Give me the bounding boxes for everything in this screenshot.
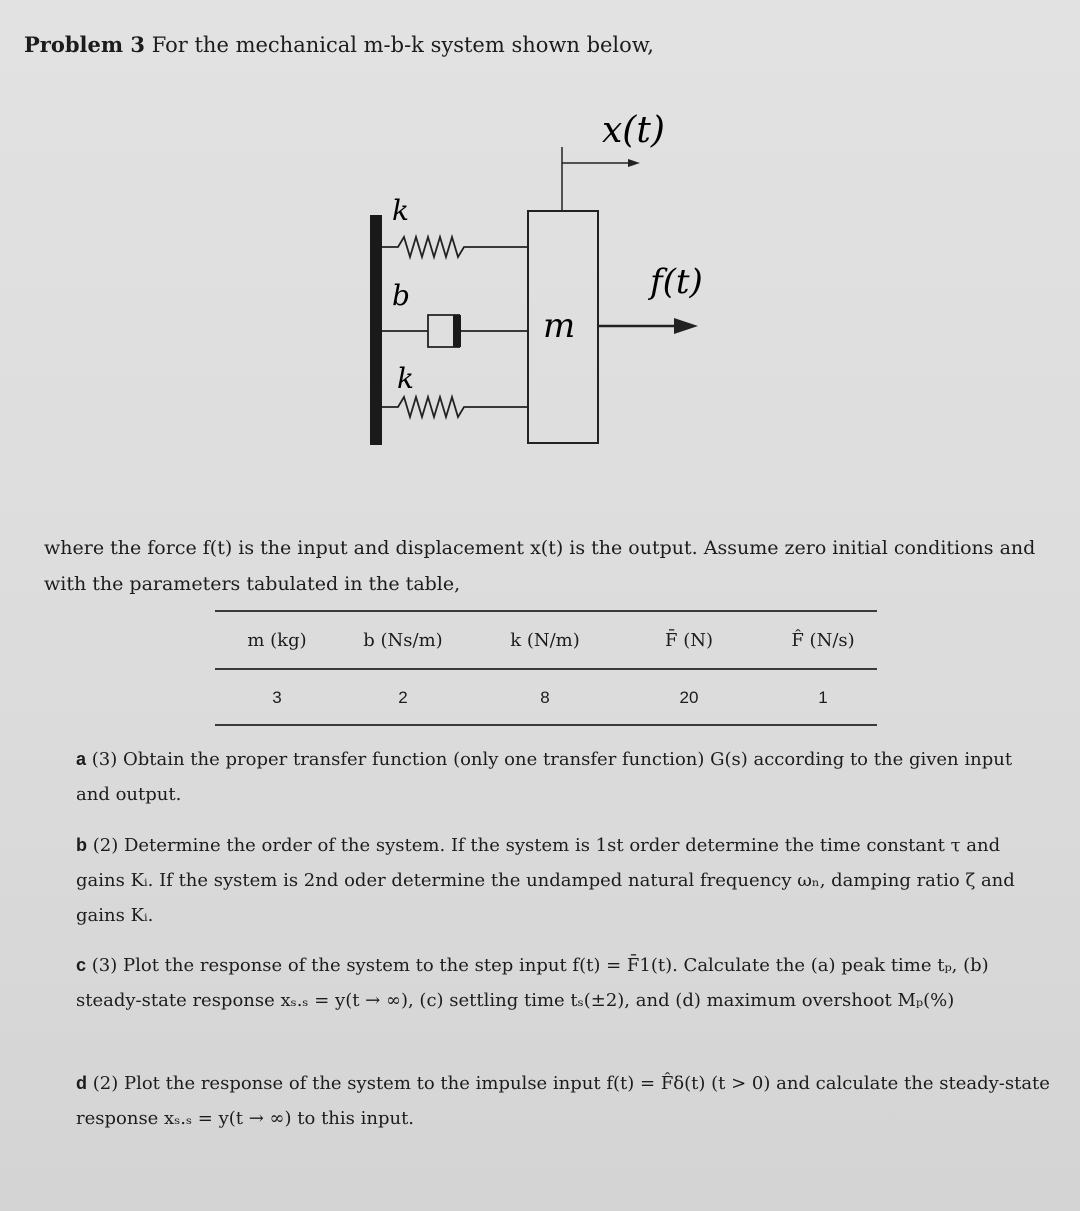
intro-paragraph: where the force f(t) is the input and displacement x(t) is the output. Assume zero initial conditions and with the parameters tabulated in the table, xyxy=(44,537,1036,595)
label-b: b xyxy=(392,279,410,312)
spring-bottom xyxy=(382,397,528,417)
label-k-top: k xyxy=(392,194,409,227)
header-m: m (kg) xyxy=(247,630,307,651)
label-m: m xyxy=(543,306,576,346)
header-fhat: F̂ (N/s) xyxy=(791,630,855,651)
problem-statement: For the mechanical m-b-k system shown below, xyxy=(151,33,654,57)
spring-top xyxy=(382,237,528,257)
header-k: k (N/m) xyxy=(510,630,580,651)
header-fbar: F̄ (N) xyxy=(664,630,713,651)
table-bottom-rule xyxy=(215,724,877,726)
question-b: b (2) Determine the order of the system. If the system is 1st order determine the time constant τ and gains Kᵢ. If the system is 2nd oder determine the undamped natural frequency ωₙ, damping ratio ζ and gains Kᵢ. xyxy=(76,835,1015,926)
value-m: 3 xyxy=(272,688,282,707)
header-b: b (Ns/m) xyxy=(363,630,443,651)
label-f: f(t) xyxy=(650,262,703,302)
displacement-arrow xyxy=(628,159,640,167)
force-arrow xyxy=(674,318,698,334)
wall xyxy=(370,215,382,445)
question-a: a (3) Obtain the proper transfer function (only one transfer function) G(s) according to the given input and output. xyxy=(76,749,1013,805)
table-top-rule xyxy=(215,610,877,612)
label-x: x(t) xyxy=(602,110,665,151)
value-fbar: 20 xyxy=(679,688,699,707)
value-b: 2 xyxy=(398,688,408,707)
question-d: d (2) Plot the response of the system to the impulse input f(t) = F̂δ(t) (t > 0) and calculate the steady-state response xₛ.ₛ = y(t → ∞) to this input. xyxy=(76,1073,1050,1129)
problem-heading xyxy=(24,32,654,57)
label-k-bottom: k xyxy=(397,362,414,395)
table-mid-rule xyxy=(215,668,877,670)
value-k: 8 xyxy=(540,688,550,707)
value-fhat: 1 xyxy=(818,688,828,707)
damper-piston xyxy=(453,315,461,347)
question-c: c (3) Plot the response of the system to the step input f(t) = F̄1(t). Calculate the (a) peak time tₚ, (b) steady-state response xₛ.ₛ = y(t → ∞), (c) settling time tₛ(±2), and (d) maximum overshoot Mₚ(%) xyxy=(76,955,989,1011)
mbk-diagram xyxy=(340,95,740,455)
problem-label: Problem 3 xyxy=(24,32,146,57)
